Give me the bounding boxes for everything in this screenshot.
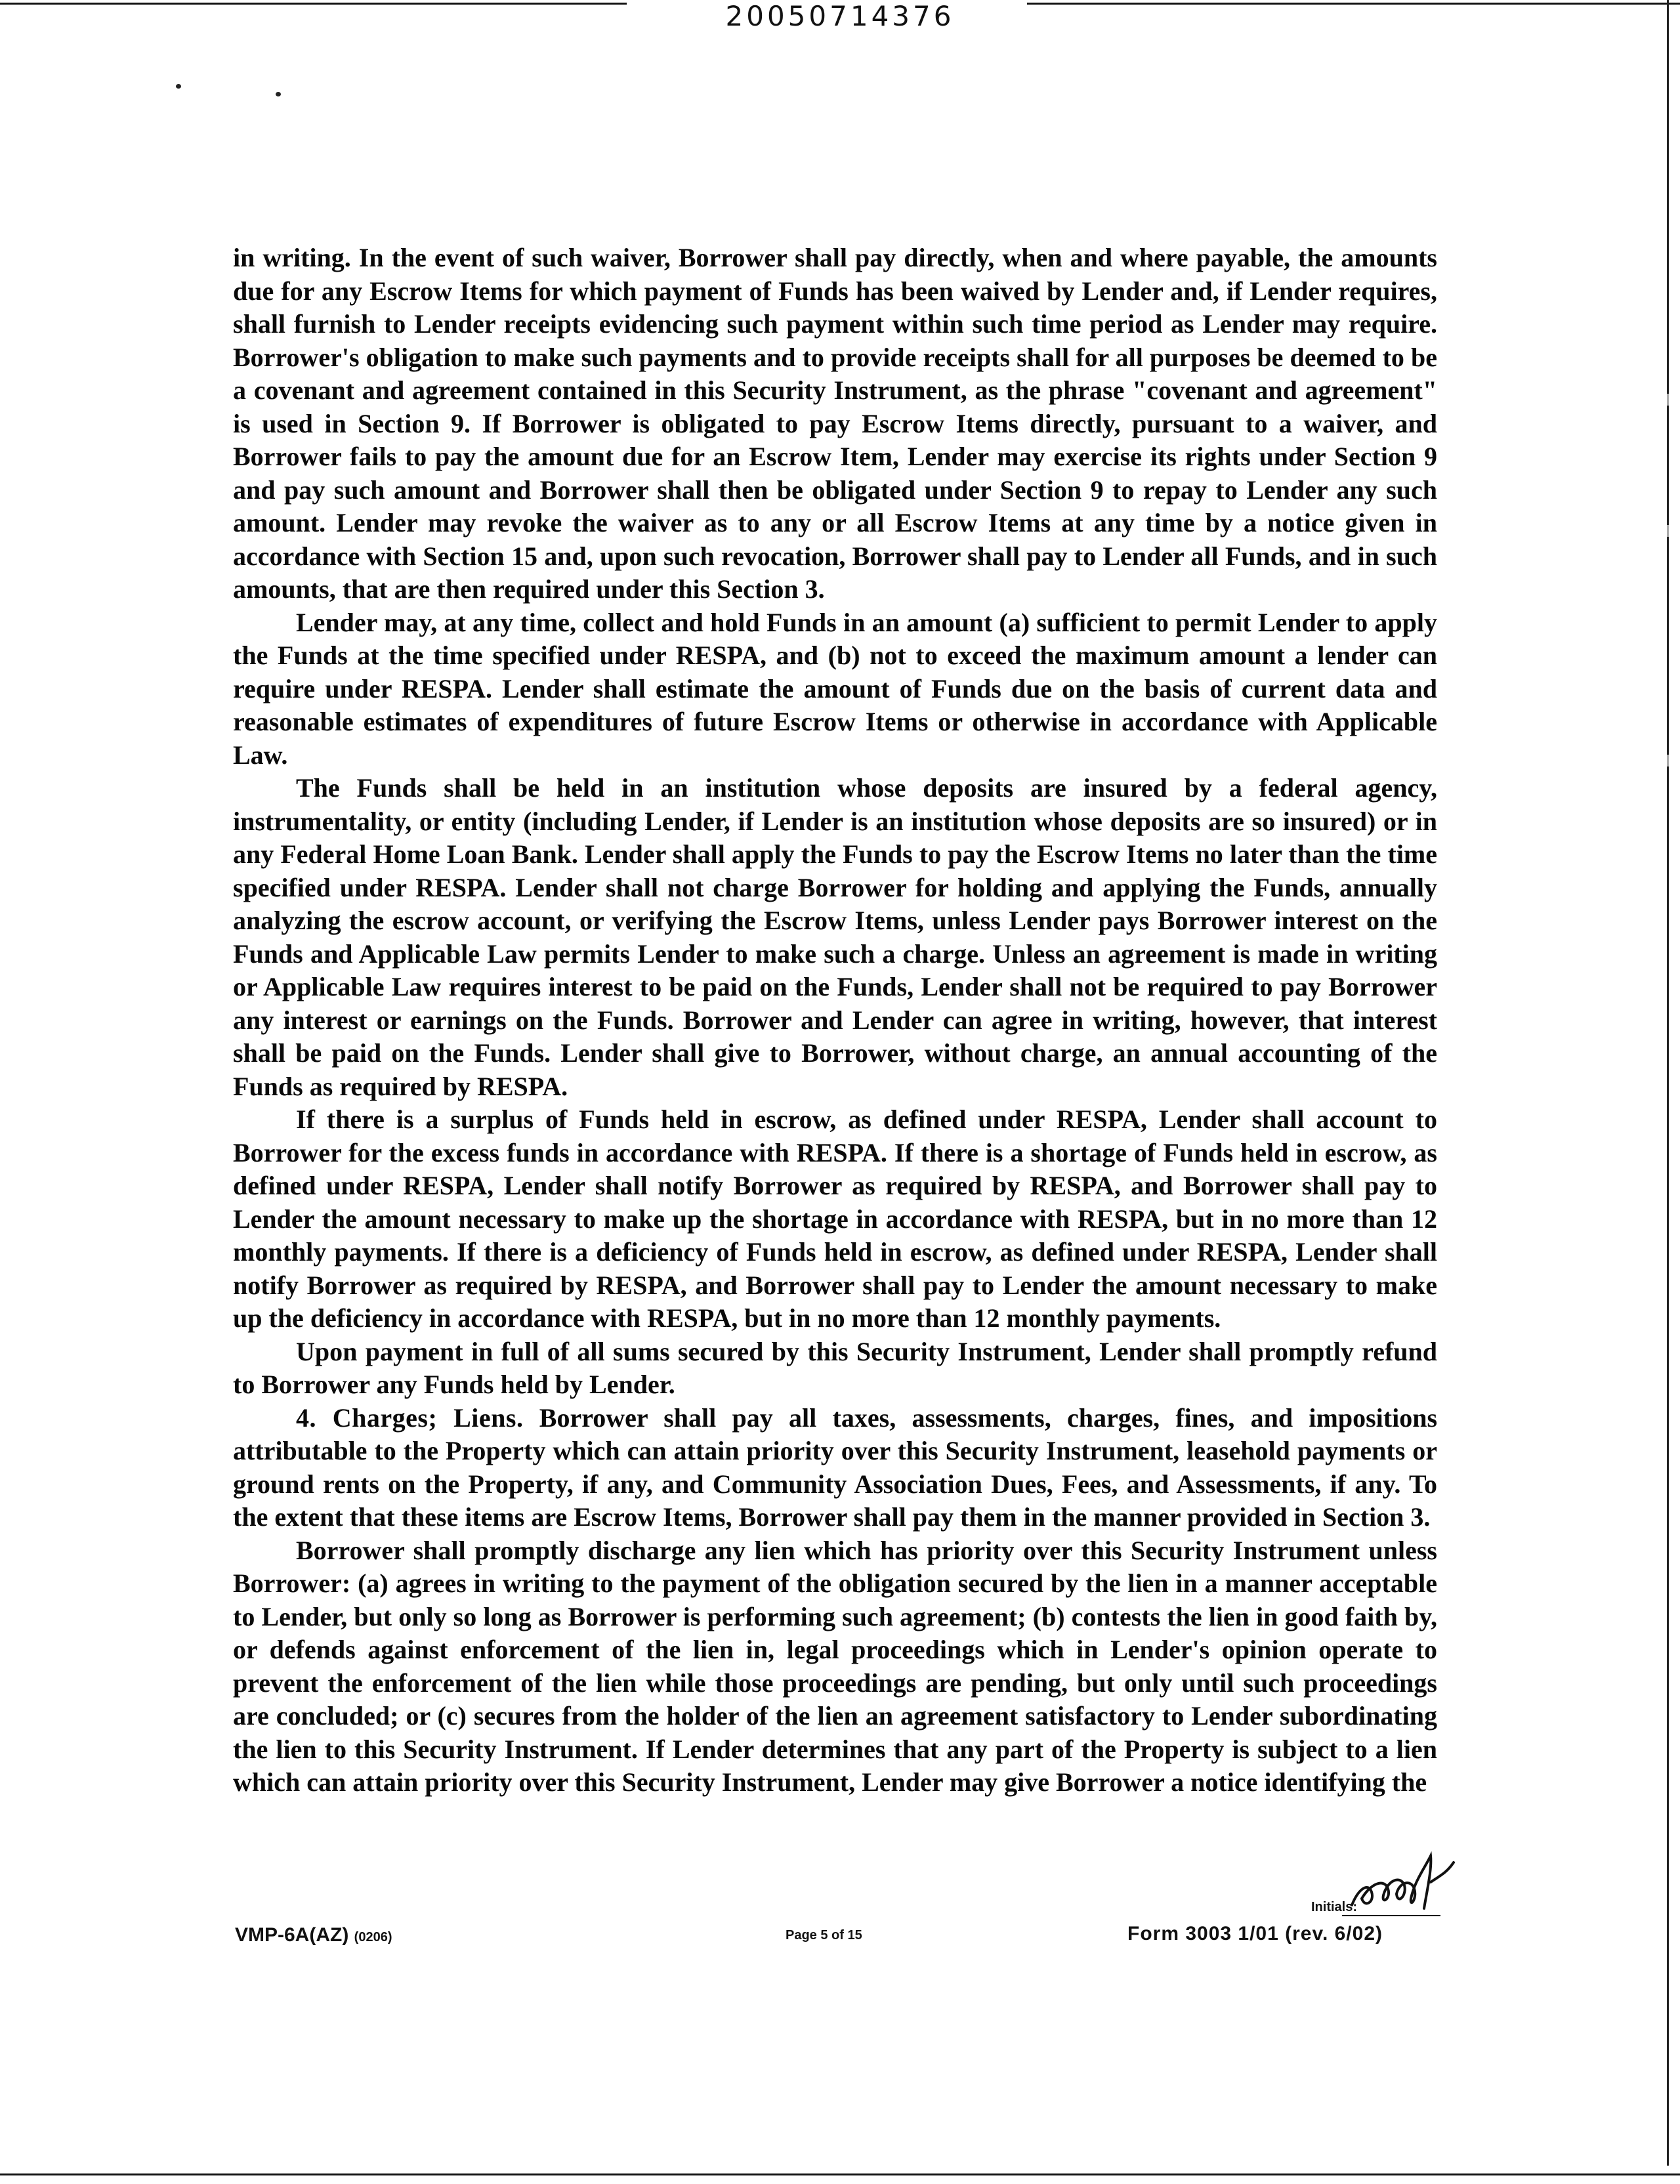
page-number: Page 5 of 15 bbox=[786, 1928, 862, 1942]
scan-speck bbox=[176, 84, 181, 89]
scan-speck bbox=[276, 92, 281, 96]
initials-line bbox=[1342, 1915, 1440, 1916]
section-4-text: Borrower shall pay all taxes, assessments, charges, fines, and impositions attributable to the Property which can attain priority over this Security Instrument, leasehold payments or ground rents on the Property, if any, and Community Association Dues, Fees, and Assessments, if any. To the extent that these items are Escrow Items, Borrower shall pay them in the manner provided in Section 3. bbox=[233, 1402, 1438, 1532]
document-body bbox=[233, 242, 1437, 1799]
form-code-suffix: (0206) bbox=[354, 1930, 392, 1944]
page-edge-rule bbox=[1667, 0, 1669, 2166]
paragraph-section-4 bbox=[233, 1402, 1437, 1534]
margin-mark bbox=[1667, 394, 1669, 406]
initials-label: Initials: bbox=[1311, 1900, 1358, 1914]
paragraph-funds-held: The Funds shall be held in an institution whose deposits are insured by a federal agency, instrumentality, or entity (including Lender, if Lender is an institution whose deposits are so insured) or in any Federal Home Loan Bank. Lender shall apply the Funds to pay the Escrow Items no later than the time specified under RESPA. Lender shall not charge Borrower for holding and applying the Funds, annually analyzing the escrow account, or verifying the Escrow Items, unless Lender pays Borrower interest on the Funds and Applicable Law permits Lender to make such a charge. Unless an agreement is made in writing or Applicable Law requires interest to be paid on the Funds, Lender shall not be required to pay Borrower any interest or earnings on the Funds. Borrower and Lender can agree in writing, however, that interest shall be paid on the Funds. Lender shall give to Borrower, without charge, an annual accounting of the Funds as required by RESPA. bbox=[233, 773, 1437, 1101]
paragraph-escrow-waiver: in writing. In the event of such waiver, Borrower shall pay directly, when and where payable, the amounts due for any Escrow Items for which payment of Funds has been waived by Lender and, if Lender requires, shall furnish to Lender receipts evidencing such payment within such time period as Lender may require. Borrower's obligation to make such payments and to provide receipts shall for all purposes be deemed to be a covenant and agreement contained in this Security Instrument, as the phrase "covenant and agreement" is used in Section 9. If Borrower is obligated to pay Escrow Items directly, pursuant to a waiver, and Borrower fails to pay the amount due for an Escrow Item, Lender may exercise its rights under Section 9 and pay such amount and Borrower shall then be obligated under Section 9 to repay to Lender any such amount. Lender may revoke the waiver as to any or all Escrow Items at any time by a notice given in accordance with Section 15 and, upon such revocation, Borrower shall pay to Lender all Funds, and in such amounts, that are then required under this Section 3. bbox=[233, 243, 1437, 604]
margin-mark bbox=[1667, 755, 1669, 766]
form-code: VMP-6A(AZ) bbox=[235, 1924, 349, 1946]
document-number: 20050714376 bbox=[725, 0, 955, 32]
footer-form-code bbox=[235, 1924, 392, 1946]
paragraph-funds-collection: Lender may, at any time, collect and hold Funds in an amount (a) sufficient to permit Lender to apply the Funds at the time specified under RESPA, and (b) not to exceed the maximum amount a lender can require under RESPA. Lender shall estimate the amount of Funds due on the basis of current data and reasonable estimates of expenditures of future Escrow Items or otherwise in accordance with Applicable Law. bbox=[233, 607, 1437, 770]
bottom-rule bbox=[0, 2174, 1680, 2175]
paragraph-lien-discharge: Borrower shall promptly discharge any lien which has priority over this Security Instrument unless Borrower: (a) agrees in writing to the payment of the obligation secured by the lien in a manner acceptable to Lender, but only so long as Borrower is performing such agreement; (b) contests the lien in good faith by, or defends against enforcement of the lien in, legal proceedings which in Lender's opinion operate to prevent the enforcement of the lien while those proceedings are pending, but only until such proceedings are concluded; or (c) secures from the holder of the lien an agreement satisfactory to Lender subordinating the lien to this Security Instrument. If Lender determines that any part of the Property is subject to a lien which can attain priority over this Security Instrument, Lender may give Borrower a notice identifying the bbox=[233, 1535, 1437, 1797]
section-4-title: 4. Charges; Liens. bbox=[296, 1402, 524, 1433]
paragraph-surplus-shortage: If there is a surplus of Funds held in escrow, as defined under RESPA, Lender shall account to Borrower for the excess funds in accordance with RESPA. If there is a shortage of Funds held in escrow, as defined under RESPA, Lender shall notify Borrower as required by RESPA, and Borrower shall pay to Lender the amount necessary to make up the shortage in accordance with RESPA, but in no more than 12 monthly payments. If there is a deficiency of Funds held in escrow, as defined under RESPA, Lender shall notify Borrower as required by RESPA, and Borrower shall pay to Lender the amount necessary to make up the deficiency in accordance with RESPA, but in no more than 12 monthly payments. bbox=[233, 1104, 1437, 1333]
margin-mark bbox=[1667, 525, 1669, 537]
form-number: Form 3003 1/01 (rev. 6/02) bbox=[1127, 1923, 1383, 1944]
paragraph-refund: Upon payment in full of all sums secured by this Security Instrument, Lender shall promptly refund to Borrower any Funds held by Lender. bbox=[233, 1336, 1437, 1399]
